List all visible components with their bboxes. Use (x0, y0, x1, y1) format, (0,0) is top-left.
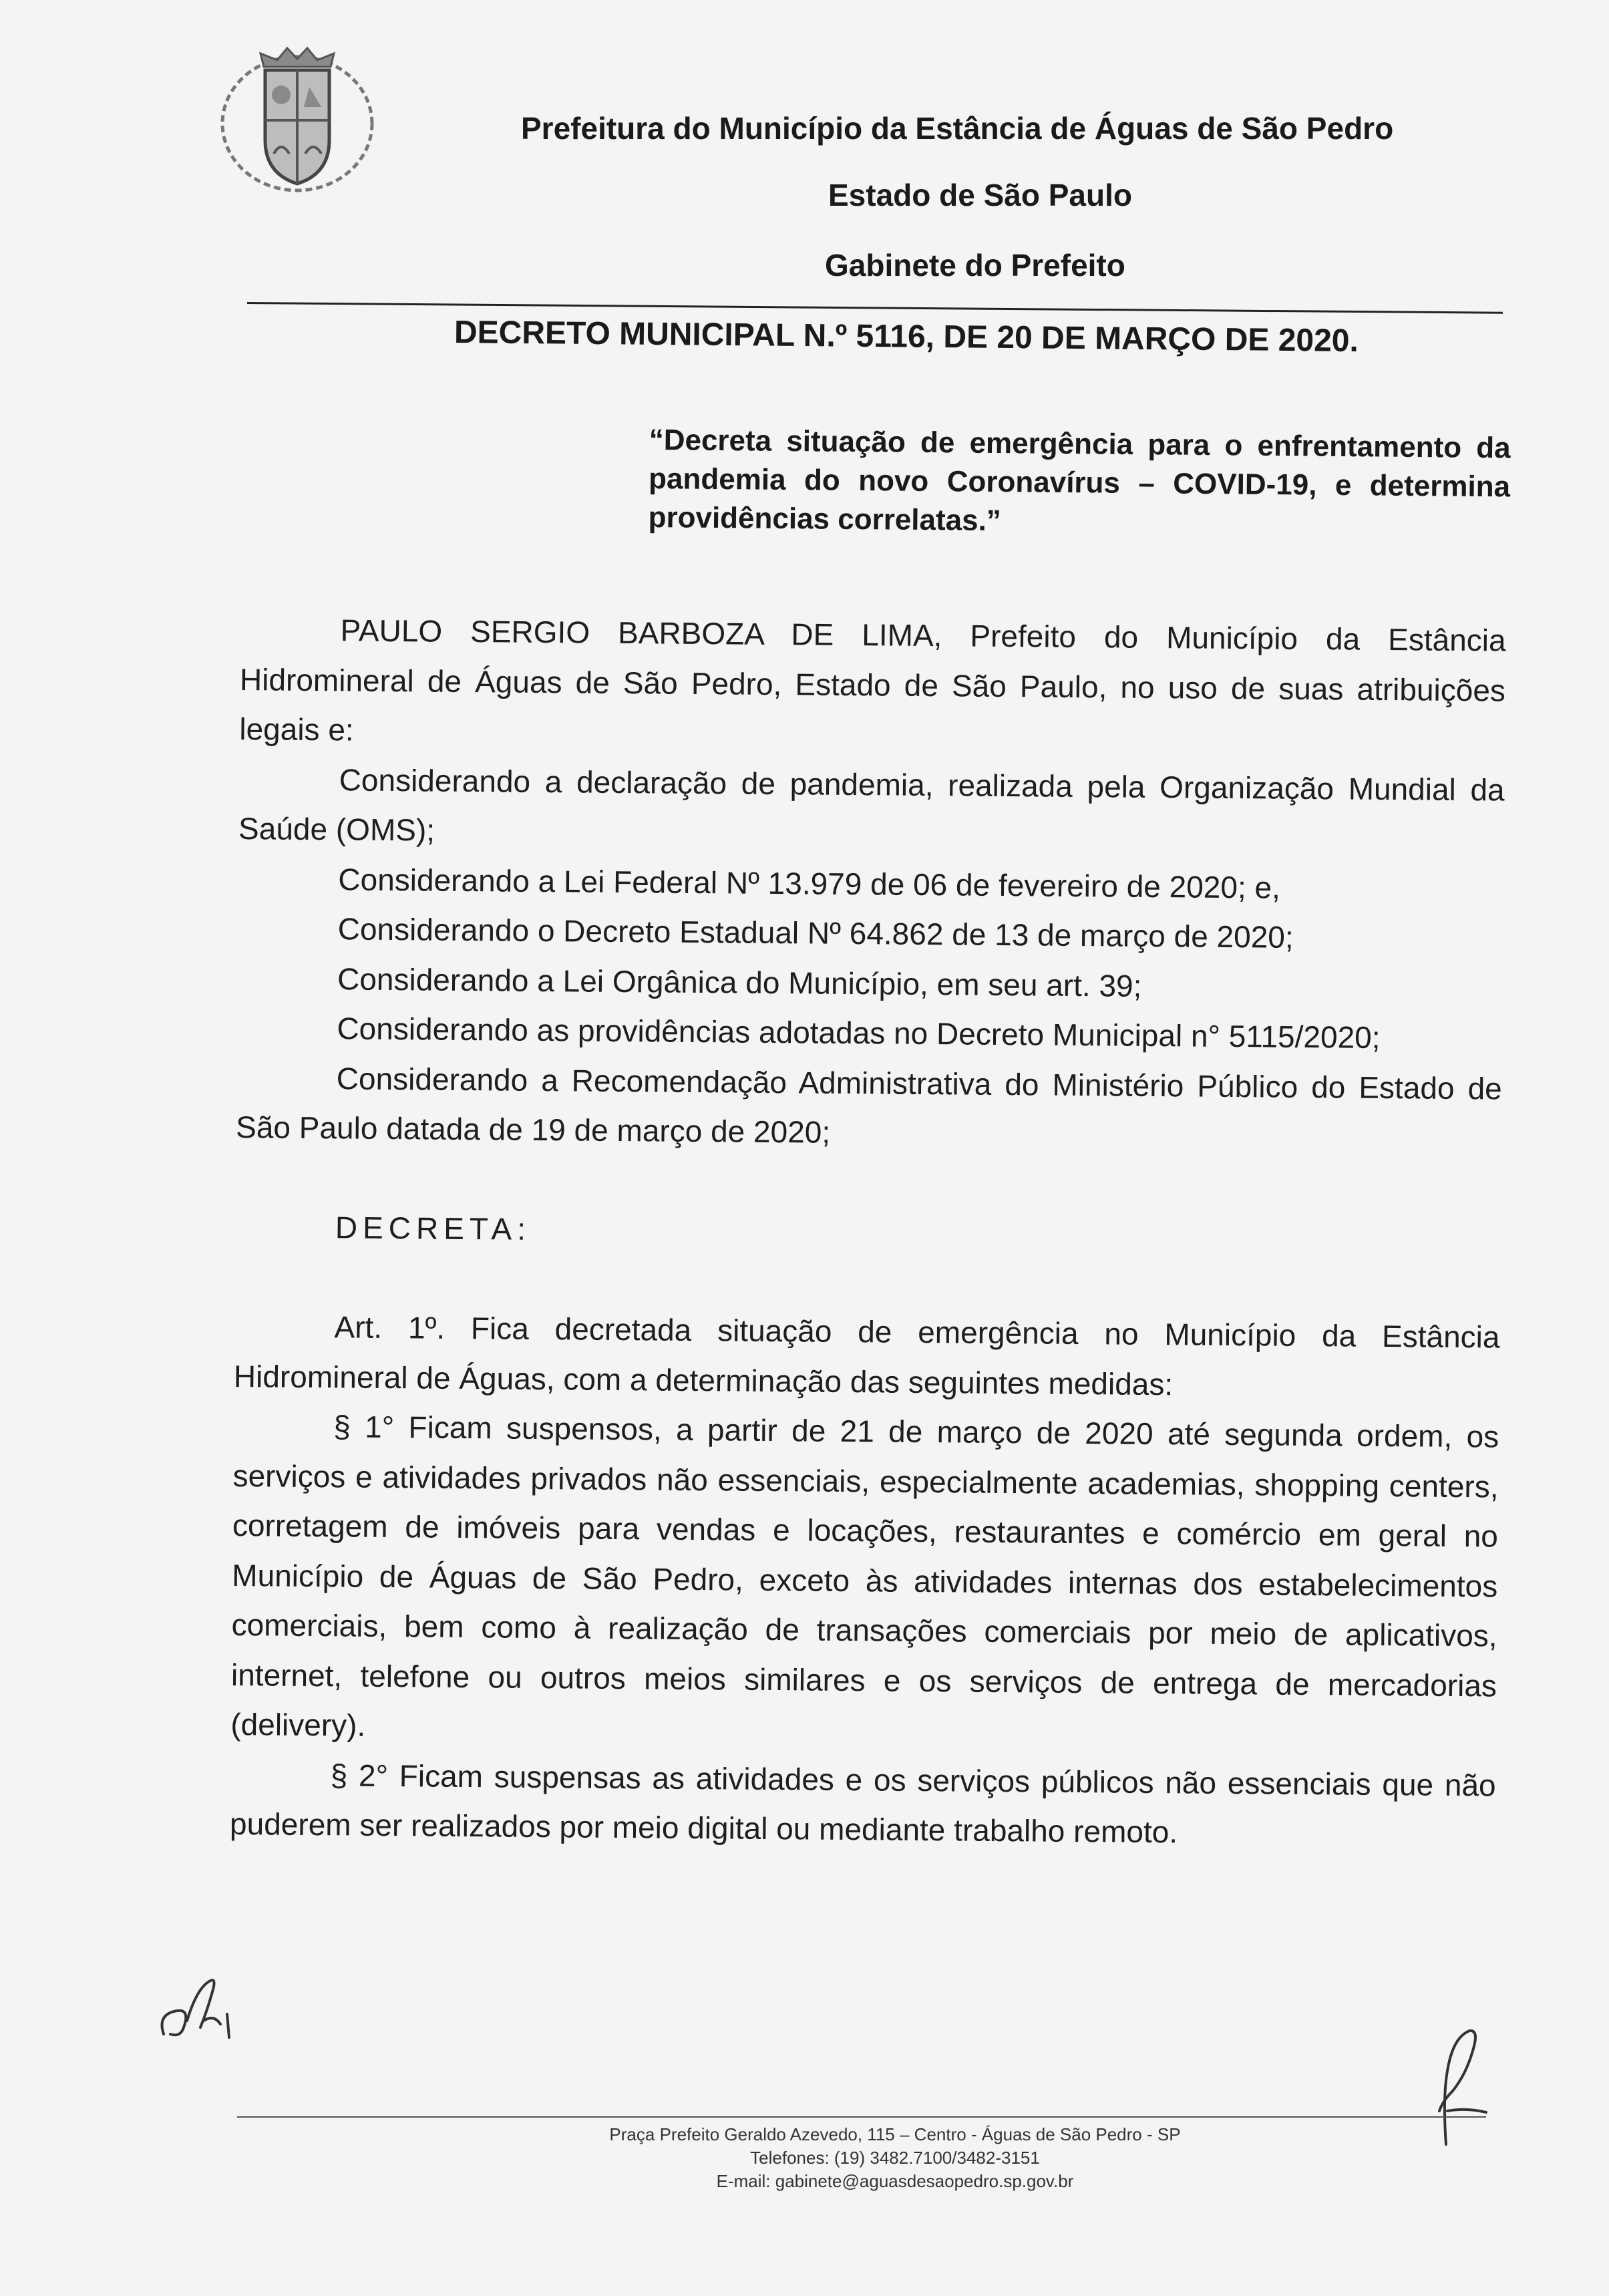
mayor-name: PAULO SERGIO BARBOZA DE LIMA (340, 613, 934, 653)
header-divider (247, 302, 1503, 314)
considerando-4: Considerando a Lei Orgânica do Município, em seu art. 39; (337, 961, 1142, 1003)
article-1-paragraph-2: § 2° Ficam suspensas as atividades e os serviços públicos não essenciais que não puderem ser realizados por meio digital ou mediante trabalho remoto. (229, 1757, 1496, 1850)
header-prefeitura: Prefeitura do Município da Estância de Águas de São Pedro (521, 111, 1394, 146)
handwritten-initials-icon (150, 1974, 250, 2054)
decreta-label: DECRETA: (335, 1210, 532, 1247)
decree-body (230, 605, 1506, 1860)
article-1 (234, 1301, 1500, 1412)
decree-title: DECRETO MUNICIPAL N.º 5116, DE 20 DE MARÇO DE 2020. (454, 315, 1359, 359)
article-1-text: Fica decretada situação de emergência no Município da Estância Hidromineral de Águas, com a determinação das seguintes medidas: (233, 1310, 1500, 1402)
header-estado: Estado de São Paulo (828, 178, 1132, 212)
municipal-coat-of-arms-icon (217, 40, 377, 200)
footer-address: Praça Prefeito Geraldo Azevedo, 115 – Centro - Águas de São Pedro - SP (609, 2124, 1181, 2144)
decree-ementa: “Decreta situação de emergência para o enfrentamento da pandemia do novo Coronavírus – COVID-19, e determina providências correlatas.” (648, 423, 1511, 538)
handwritten-signature-icon (1406, 2017, 1499, 2151)
considerando-5: Considerando as providências adotadas no Decreto Municipal n° 5115/2020; (337, 1011, 1381, 1055)
considerando-6: Considerando a Recomendação Administrativa do Ministério Público do Estado de São Paulo datada de 19 de março de 2020; (235, 1060, 1502, 1150)
considerando-3: Considerando o Decreto Estadual Nº 64.862 de 13 de março de 2020; (337, 911, 1294, 955)
preamble-text: , Prefeito do Município da Estância Hidromineral de Águas de São Pedro, Estado de São Paulo, no uso de suas atribuições legais e: (239, 618, 1506, 748)
considerando-2: Considerando a Lei Federal Nº 13.979 de 06 de fevereiro de 2020; e, (338, 861, 1281, 905)
footer-divider (237, 2116, 1486, 2118)
considerando-1: Considerando a declaração de pandemia, realizada pela Organização Mundial da Saúde (OMS); (238, 762, 1505, 848)
article-1-label: Art. 1º. (334, 1309, 445, 1345)
preamble (239, 605, 1506, 765)
footer-phone: Telefones: (19) 3482.7100/3482-3151 (750, 2148, 1040, 2168)
header-gabinete: Gabinete do Prefeito (825, 248, 1125, 283)
article-1-paragraph-1: § 1° Ficam suspensos, a partir de 21 de março de 2020 até segunda ordem, os serviços e atividades privados não essenciais, especialmente academias, shopping centers, corretagem de imóveis para vendas e locações, restaurantes e comércio em geral no Município de Águas de São Pedro, exceto às atividades internas dos estabelecimentos comerciais, bem como à realização de transações comerciais por meio de aplicativos, internet, telefone ou outros meios similares e os serviços de entrega de mercadorias (delivery). (230, 1409, 1499, 1743)
footer-email: E-mail: gabinete@aguasdesaopedro.sp.gov.br (716, 2171, 1074, 2191)
